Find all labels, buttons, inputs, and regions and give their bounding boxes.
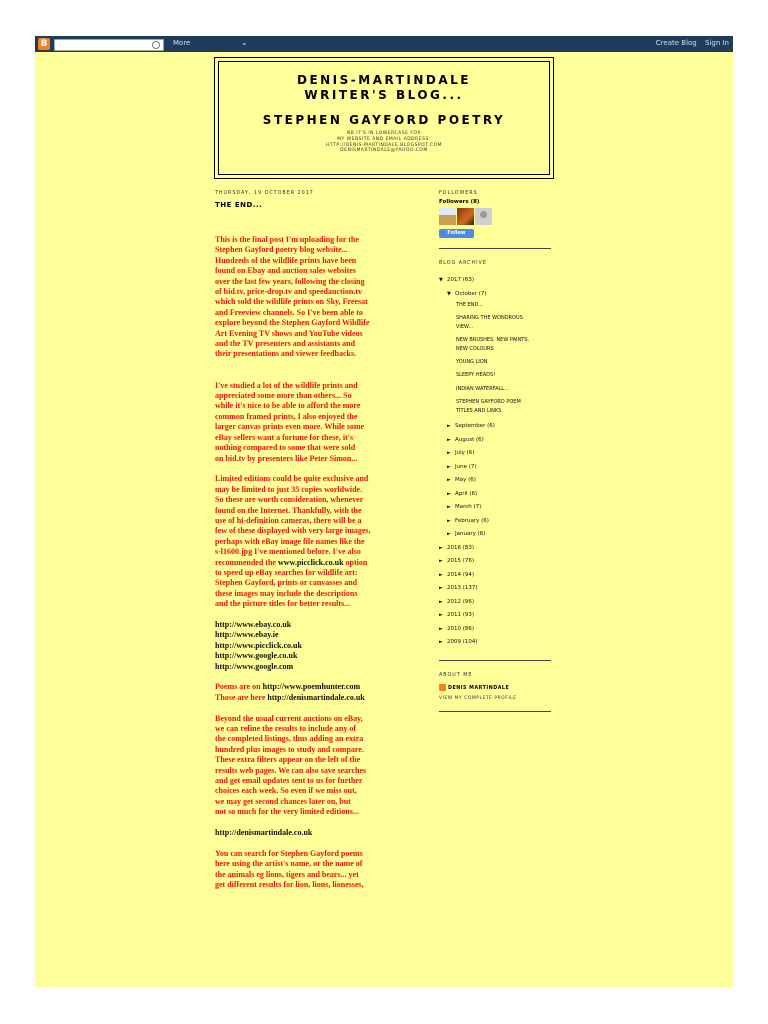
archive-heading: BLOG ARCHIVE xyxy=(439,261,487,266)
triangle-right-icon[interactable]: ► xyxy=(447,450,451,457)
triangle-right-icon[interactable]: ► xyxy=(447,423,451,430)
archive-year-label[interactable]: 2010 (86) xyxy=(447,625,475,632)
post-title[interactable]: THE END... xyxy=(215,201,263,209)
blog-archive xyxy=(439,274,554,650)
about-name[interactable] xyxy=(439,684,554,691)
archive-month[interactable] xyxy=(447,528,554,542)
post-paragraph: Beyond the usual current auctions on eBay, we can refine the results to include any of the completed listings, thus adding an extra hundred plus images to study and compare. These extra filters appear on the left of the results web pages. We can also save searches and get email updates sent to us for further choices each week. So even if we miss out, we may get second chances later on, but not so much for the very limited editions... xyxy=(215,713,367,817)
paragraph-text: I've studied a lot of the wildlife prints and appreciated some more than others... So while it's nice to be able to afford the more common framed prints, I also enjoyed the larger canvas prints even more. While some eBay sellers want a fortune for these, it's nothing compared to some that were sold on bid.tv by presenters like Peter Simon... xyxy=(215,380,365,463)
archive-year-label[interactable]: 2014 (94) xyxy=(447,571,475,578)
blog-title[interactable]: DENIS-MARTINDALE WRITER'S BLOG... xyxy=(296,73,471,102)
triangle-right-icon[interactable]: ► xyxy=(439,612,443,619)
navbar-actions xyxy=(650,39,729,47)
view-profile-link[interactable]: VIEW MY COMPLETE PROFILE xyxy=(439,695,517,701)
archive-post-link[interactable]: STEPHEN GAYFORD POEM TITLES AND LINKS xyxy=(456,399,521,414)
archive-post-link[interactable]: SHARING THE WONDROUS VIEW... xyxy=(456,315,523,330)
follower-avatars xyxy=(439,208,554,226)
archive-year-label[interactable]: 2009 (104) xyxy=(447,639,478,646)
archive-month-label[interactable]: July (6) xyxy=(455,450,475,457)
triangle-right-icon[interactable]: ► xyxy=(447,477,451,484)
triangle-right-icon[interactable]: ► xyxy=(447,463,451,470)
archive-year-label[interactable]: 2012 (96) xyxy=(447,598,475,605)
archive-year[interactable] xyxy=(439,623,554,637)
sign-in-link[interactable]: Sign In xyxy=(705,39,729,47)
triangle-right-icon[interactable]: ► xyxy=(439,544,443,551)
picclick-link[interactable]: www.picclick.co.uk xyxy=(277,557,344,567)
archive-month[interactable] xyxy=(447,488,554,502)
archive-year[interactable] xyxy=(439,555,554,569)
avatar[interactable] xyxy=(457,208,474,225)
post-paragraph: This is the final post I'm uploading for the Stephen Gayford poetry blog website... Hundreds of the wildlife prints have been found on Ebay and auction sales websites over the last few years, following the closing of bid.tv, price-drop.tv and speedauction.tv which sold the wildlife prints on Sky, Freesat and Freeview channels. So I've been able to explore beyond the Stephen Gayford Wildlife Art Evening TV shows and YouTube videos and the TV presenters and assistants and their presentations and viewer feedbacks. xyxy=(215,235,370,359)
archive-month-label[interactable]: February (6) xyxy=(455,517,489,524)
archive-month-label[interactable]: August (6) xyxy=(455,436,484,443)
more-menu[interactable]: More xyxy=(173,39,191,47)
archive-year[interactable] xyxy=(439,542,554,556)
divider xyxy=(439,711,551,712)
archive-year[interactable] xyxy=(439,609,554,623)
triangle-down-icon[interactable]: ▼ xyxy=(447,290,451,297)
archive-posts xyxy=(439,301,554,415)
triangle-right-icon[interactable]: ► xyxy=(439,598,443,605)
post-paragraph xyxy=(215,370,400,464)
paragraph-text: option to speed up eBay searches for wildlife art: Stephen Gayford, prints or canvasses and these images may include the descriptions and the picture titles for better results... xyxy=(215,557,368,609)
archive-month-label[interactable]: September (6) xyxy=(455,423,495,430)
post-date: THURSDAY, 19 OCTOBER 2017 xyxy=(215,191,314,196)
search-input[interactable] xyxy=(54,39,164,51)
archive-months xyxy=(439,420,554,542)
create-blog-link[interactable]: Create Blog xyxy=(655,39,697,47)
blog-header xyxy=(214,57,554,179)
triangle-right-icon[interactable]: ► xyxy=(447,504,451,511)
archive-year-label[interactable]: 2013 (137) xyxy=(447,585,478,592)
chevron-down-icon[interactable]: ⌄ xyxy=(241,38,248,47)
divider xyxy=(439,248,551,249)
page xyxy=(35,52,733,987)
triangle-right-icon[interactable]: ► xyxy=(439,558,443,565)
triangle-down-icon[interactable]: ▼ xyxy=(439,277,443,283)
archive-month[interactable] xyxy=(447,434,554,448)
blog-header-inner xyxy=(218,61,550,175)
about-name-label[interactable]: DENIS MARTINDALE xyxy=(448,685,510,691)
archive-month-label[interactable]: March (7) xyxy=(455,504,482,511)
triangle-right-icon[interactable]: ► xyxy=(439,585,443,592)
post-paragraph: You can search for Stephen Gayford poems here using the artist's name, or the name of the animals eg lions, tigers and bears... yet get different results for lion, lions, lionesses, xyxy=(215,848,364,890)
archive-month[interactable] xyxy=(447,447,554,461)
website-link[interactable]: http://denismartindale.co.uk xyxy=(215,828,313,838)
divider xyxy=(439,660,551,661)
archive-month-label[interactable]: April (6) xyxy=(455,490,478,497)
followers-count: Followers (8) xyxy=(439,199,480,205)
avatar[interactable] xyxy=(475,208,492,225)
about-heading: ABOUT ME xyxy=(439,672,473,678)
sidebar xyxy=(439,191,554,724)
archive-month-label[interactable]: June (7) xyxy=(455,463,477,470)
follow-button[interactable]: Follow xyxy=(439,229,474,238)
paragraph-text: Poems are on xyxy=(215,682,263,692)
archive-month-label[interactable]: October (7) xyxy=(455,290,487,297)
paragraph-text: Those are here xyxy=(215,692,266,702)
archive-year-label[interactable]: 2017 (63) xyxy=(447,277,475,283)
blogger-logo-icon[interactable]: B xyxy=(38,38,50,50)
triangle-right-icon[interactable]: ► xyxy=(439,571,443,578)
archive-year-label[interactable]: 2015 (76) xyxy=(447,558,475,565)
main-column xyxy=(215,191,400,901)
triangle-right-icon[interactable]: ► xyxy=(447,531,451,538)
post-paragraph xyxy=(215,682,400,703)
archive-year-label[interactable]: 2011 (93) xyxy=(447,612,475,619)
archive-post-link[interactable]: NEW BRUSHES, NEW PAINTS, NEW COLOURS xyxy=(456,337,530,352)
archive-year[interactable] xyxy=(439,596,554,610)
archive-year[interactable] xyxy=(439,582,554,596)
poemhunter-link[interactable]: http://www.poemhunter.com xyxy=(262,682,361,692)
archive-year[interactable] xyxy=(439,274,554,288)
post-body xyxy=(215,235,400,890)
archive-year[interactable] xyxy=(439,569,554,583)
paragraph-text: Limited editions could be quite exclusive and may be limited to just 35 copies worldwide. So these are worth consideration, whenever found on the Internet. Thankfully, with the use of hi-definition cameras, there will be a few of these displayed with very large images, perhaps with eBay image file names like the s-l1600.jpg I've mentioned before. I've also recommended the xyxy=(215,474,371,567)
triangle-right-icon[interactable]: ► xyxy=(439,625,443,632)
archive-post-link[interactable]: THE END... xyxy=(456,302,484,308)
blogger-profile-icon xyxy=(439,684,446,691)
archive-month[interactable] xyxy=(447,501,554,515)
search-icon[interactable] xyxy=(152,41,160,49)
archive-month[interactable] xyxy=(447,474,554,488)
triangle-right-icon[interactable]: ► xyxy=(447,436,451,443)
triangle-right-icon[interactable]: ► xyxy=(439,639,443,646)
denismartindale-link[interactable]: http://denismartindale.co.uk xyxy=(267,692,365,702)
avatar[interactable] xyxy=(439,208,456,225)
archive-year-label[interactable]: 2016 (83) xyxy=(447,544,475,551)
archive-month[interactable] xyxy=(447,515,554,529)
blog-description: NB IT'S IN LOWERCASE FOR MY WEBSITE AND EMAIL ADDRESS: HTTP://DENIS-MARTINDALE.BLOGSPOT.COM DENISMARTINDALE@YAHOO.COM xyxy=(326,131,442,154)
archive-month-label[interactable]: January (6) xyxy=(455,531,486,538)
followers-heading: FOLLOWERS xyxy=(439,191,478,196)
archive-year[interactable] xyxy=(439,636,554,650)
archive-month[interactable] xyxy=(439,288,554,302)
archive-month-label[interactable]: May (6) xyxy=(455,477,476,484)
archive-month[interactable] xyxy=(447,461,554,475)
triangle-right-icon[interactable]: ► xyxy=(447,517,451,524)
blog-subtitle: STEPHEN GAYFORD POETRY xyxy=(262,113,506,127)
link-list[interactable]: http://www.ebay.co.uk http://www.ebay.ie http://www.picclick.co.uk http://www.google.co.uk http://www.google.com xyxy=(215,619,302,671)
post-paragraph xyxy=(215,474,400,609)
archive-post-link[interactable]: INDIAN WATERFALL... xyxy=(456,385,509,392)
triangle-right-icon[interactable]: ► xyxy=(447,490,451,497)
archive-post-link[interactable]: YOUNG LION xyxy=(456,359,488,366)
archive-month[interactable] xyxy=(447,420,554,434)
blogger-navbar xyxy=(35,36,733,52)
archive-post-link[interactable]: SLEEPY HEADS! xyxy=(456,372,496,379)
